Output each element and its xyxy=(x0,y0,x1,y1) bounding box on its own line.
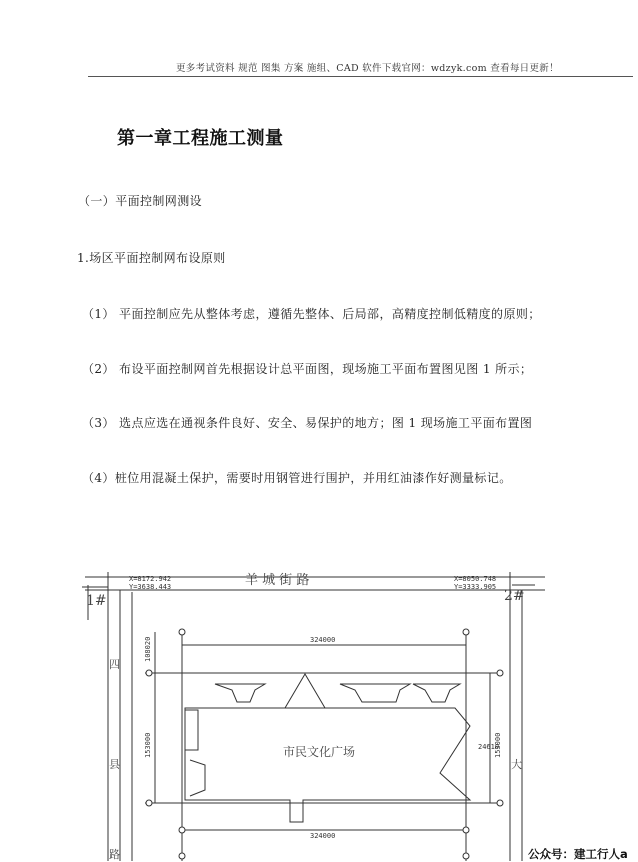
left-road-char-2: 县 xyxy=(109,758,120,771)
left-road-char-3: 路 xyxy=(109,848,120,861)
dim-left-top-label: 108020 xyxy=(144,636,152,662)
page-header: 更多考试资料 规范 图集 方案 施组、CAD 软件下载官网：wdzyk.com 查看每日更新！ xyxy=(176,63,559,74)
grid-marker xyxy=(179,827,185,833)
grid-marker xyxy=(179,853,185,859)
subsection-heading: 1.场区平面控制网布设原则 xyxy=(77,251,226,265)
control-point-1: 1# xyxy=(86,593,107,609)
roof-shape-4 xyxy=(413,684,460,702)
roof-shape-1 xyxy=(215,684,265,702)
chapter-title: 第一章工程施工测量 xyxy=(117,128,284,149)
watermark: 公众号：建工行人a xyxy=(528,847,628,861)
header-rule xyxy=(88,76,633,77)
grid-marker xyxy=(179,629,185,635)
dim-bottom-label: 324000 xyxy=(310,832,336,840)
dim-right-mid-label: 153000 xyxy=(494,732,502,758)
coord-1-x: X=8172.942 xyxy=(129,575,172,583)
grid-marker xyxy=(497,670,503,676)
paragraph-1: （1） 平面控制应先从整体考虑，遵循先整体、后局部，高精度控制低精度的原则； xyxy=(82,307,541,321)
dim-top-label: 324000 xyxy=(310,636,336,644)
coord-2-x: X=8050.748 xyxy=(454,575,497,583)
paragraph-3: （3） 选点应选在通视条件良好、安全、易保护的地方；图 1 现场施工平面布置图 xyxy=(82,416,533,430)
building-outline xyxy=(185,708,470,822)
grid-marker xyxy=(463,629,469,635)
building-name: 市民文化广场 xyxy=(283,745,356,759)
grid-marker xyxy=(463,853,469,859)
coord-2-y: Y=3333.905 xyxy=(454,583,497,591)
paragraph-4: （4）桩位用混凝土保护，需要时用钢管进行围护，并用红油漆作好测量标记。 xyxy=(82,471,512,485)
roof-shape-2 xyxy=(285,674,325,708)
section-heading: （一）平面控制网测设 xyxy=(78,194,203,208)
road-name-top: 羊 城 街 路 xyxy=(245,573,310,588)
dim-left-mid-label: 153000 xyxy=(144,732,152,758)
building-notch xyxy=(185,710,198,750)
building-entry xyxy=(190,760,205,796)
right-road-char: 大 xyxy=(511,758,522,771)
site-plan-drawing xyxy=(0,560,638,861)
grid-marker xyxy=(497,800,503,806)
coord-1-y: Y=3638.443 xyxy=(129,583,172,591)
grid-marker xyxy=(146,670,152,676)
dim-right-small-label: 24610 xyxy=(478,743,500,751)
control-point-2: 2# xyxy=(504,588,525,604)
grid-marker xyxy=(463,827,469,833)
left-road-char-1: 四 xyxy=(109,658,120,671)
paragraph-2: （2） 布设平面控制网首先根据设计总平面图，现场施工平面布置图见图 1 所示； xyxy=(82,362,533,376)
grid-marker xyxy=(146,800,152,806)
roof-shape-3 xyxy=(340,684,410,702)
